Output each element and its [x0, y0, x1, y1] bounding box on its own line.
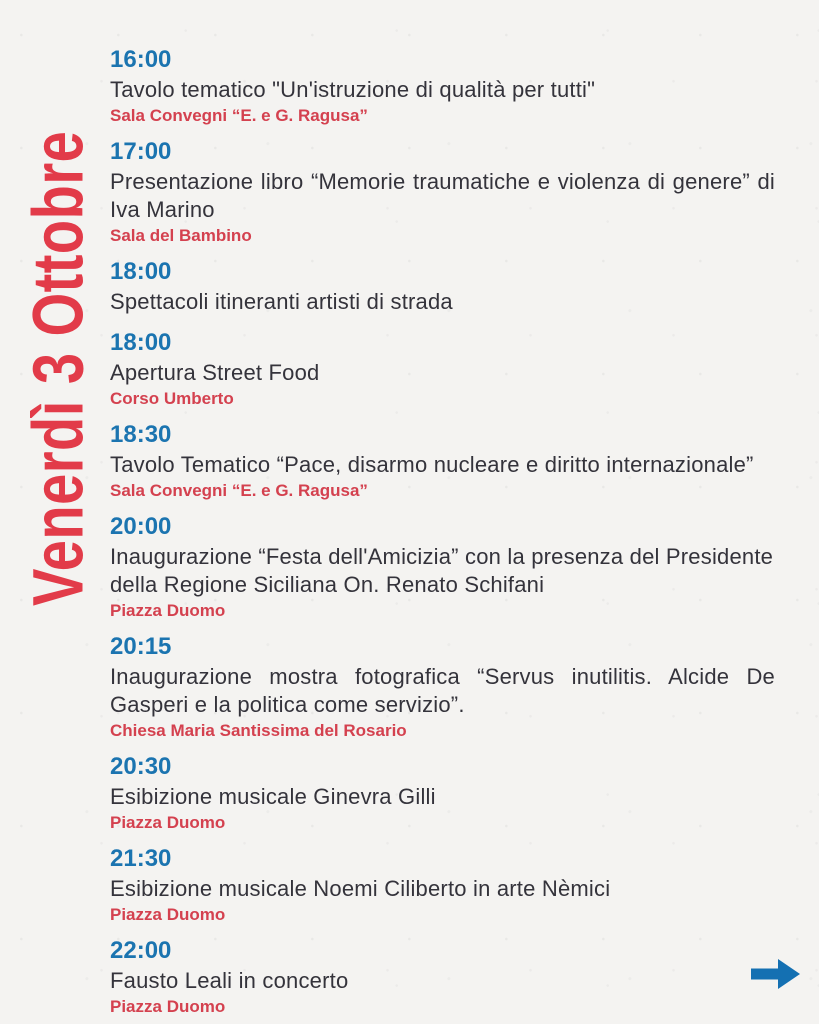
event-description: Esibizione musicale Ginevra Gilli — [110, 784, 436, 809]
event-location: Sala Convegni “E. e G. Ragusa” — [110, 481, 368, 500]
event-description: Fausto Leali in concerto — [110, 968, 349, 993]
event-location: Chiesa Maria Santissima del Rosario — [110, 721, 407, 740]
event-time: 20:15 — [110, 633, 172, 660]
next-page-arrow-button[interactable] — [751, 958, 801, 990]
event-description: Tavolo tematico "Un'istruzione di qualità per tutti" — [110, 77, 596, 102]
event-item — [110, 846, 775, 924]
event-time: 18:30 — [110, 421, 172, 448]
event-description: Inaugurazione “Festa dell'Amicizia” con la presenza del Presidente della Regione Siciliana On. Renato Schifani — [110, 544, 774, 597]
event-time: 20:00 — [110, 513, 172, 540]
event-item — [110, 754, 775, 832]
event-time: 18:00 — [110, 258, 172, 285]
event-time: 21:30 — [110, 845, 172, 872]
event-list — [110, 47, 775, 1016]
event-location: Sala Convegni “E. e G. Ragusa” — [110, 106, 368, 125]
event-location: Corso Umberto — [110, 389, 234, 408]
event-description: Apertura Street Food — [110, 360, 320, 385]
event-description: Spettacoli itineranti artisti di strada — [110, 289, 453, 314]
event-item — [110, 938, 775, 1016]
event-item — [110, 634, 775, 740]
event-item — [110, 259, 775, 316]
event-time: 20:30 — [110, 753, 172, 780]
event-item — [110, 422, 775, 500]
event-time: 16:00 — [110, 46, 172, 73]
event-item — [110, 139, 775, 245]
event-location: Piazza Duomo — [110, 813, 226, 832]
event-location: Piazza Duomo — [110, 601, 226, 620]
event-description: Tavolo Tematico “Pace, disarmo nucleare e diritto internazionale” — [110, 452, 754, 477]
event-item — [110, 47, 775, 125]
event-time: 17:00 — [110, 138, 172, 165]
event-time: 18:00 — [110, 329, 172, 356]
event-item — [110, 514, 775, 620]
event-description: Inaugurazione mostra fotografica “Servus inutilitis. Alcide De Gasperi e la politica come servizio”. — [110, 664, 775, 717]
arrow-right-icon — [751, 958, 801, 990]
event-description: Presentazione libro “Memorie traumatiche e violenza di genere” di Iva Marino — [110, 169, 775, 222]
page-title: Venerdì 3 Ottobre — [16, 130, 98, 606]
event-location: Piazza Duomo — [110, 905, 226, 924]
event-location: Sala del Bambino — [110, 226, 252, 245]
event-description: Esibizione musicale Noemi Ciliberto in arte Nèmici — [110, 876, 611, 901]
event-item — [110, 330, 775, 408]
event-location: Piazza Duomo — [110, 997, 226, 1016]
event-time: 22:00 — [110, 937, 172, 964]
